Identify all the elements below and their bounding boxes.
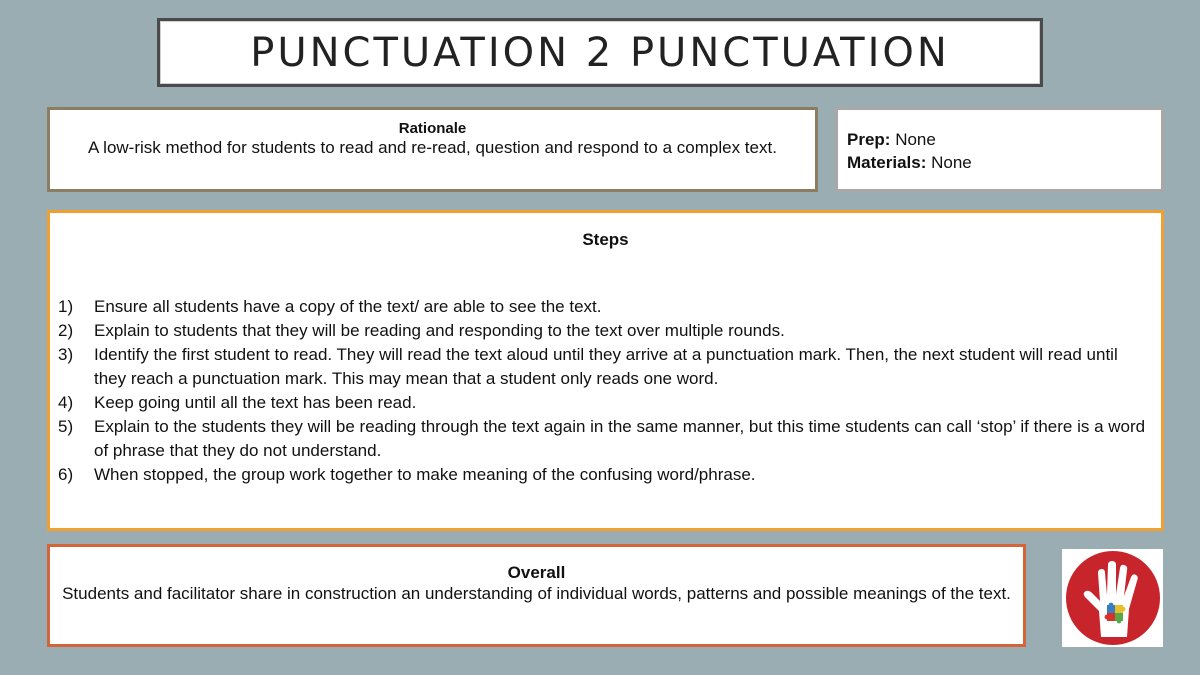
step-number: 5) <box>58 417 74 436</box>
prep-line <box>847 128 1161 151</box>
list-item <box>58 319 1153 343</box>
steps-box <box>47 210 1164 531</box>
materials-line <box>847 151 1161 174</box>
step-text: Explain to the students they will be reading through the text again in the same manner, but this time students can call ‘stop’ if there is a word of phrase that they do not understand. <box>94 417 1146 460</box>
step-text: Identify the first student to read. They will read the text aloud until they arrive at a punctuation mark. Then, the next student will read until they reach a punctuation mark. This may mean that a student only reads one word. <box>94 345 1118 388</box>
logo <box>1062 549 1163 647</box>
materials-value: None <box>926 153 972 172</box>
rationale-text: A low-risk method for students to read and re-read, question and respond to a complex text. <box>88 138 777 157</box>
step-text: Ensure all students have a copy of the text/ are able to see the text. <box>94 297 602 316</box>
list-item <box>58 391 1153 415</box>
step-number: 6) <box>58 465 74 484</box>
page-title: PUNCTUATION 2 PUNCTUATION <box>250 29 950 76</box>
list-item <box>58 295 1153 319</box>
hand-puzzle-logo-icon <box>1063 549 1163 647</box>
prep-label: Prep: <box>847 130 891 149</box>
prep-value: None <box>890 130 936 149</box>
list-item <box>58 415 1153 463</box>
steps-heading: Steps <box>582 230 629 249</box>
steps-list <box>50 295 1161 487</box>
title-box <box>157 18 1043 87</box>
overall-heading: Overall <box>507 563 566 582</box>
step-number: 2) <box>58 321 74 340</box>
overall-box <box>47 544 1026 647</box>
step-text: Explain to students that they will be reading and responding to the text over multiple rounds. <box>94 321 785 340</box>
step-number: 1) <box>58 297 74 316</box>
list-item <box>58 463 1153 487</box>
prep-box <box>835 107 1164 192</box>
step-number: 4) <box>58 393 74 412</box>
overall-text: Students and facilitator share in construction an understanding of individual words, patterns and possible meanings of the text. <box>62 584 1011 603</box>
step-number: 3) <box>58 345 74 364</box>
rationale-box <box>47 107 818 192</box>
rationale-heading: Rationale <box>398 120 467 137</box>
materials-label: Materials: <box>847 153 927 172</box>
step-text: Keep going until all the text has been read. <box>94 393 417 412</box>
list-item <box>58 343 1153 391</box>
step-text: When stopped, the group work together to make meaning of the confusing word/phrase. <box>94 465 756 484</box>
